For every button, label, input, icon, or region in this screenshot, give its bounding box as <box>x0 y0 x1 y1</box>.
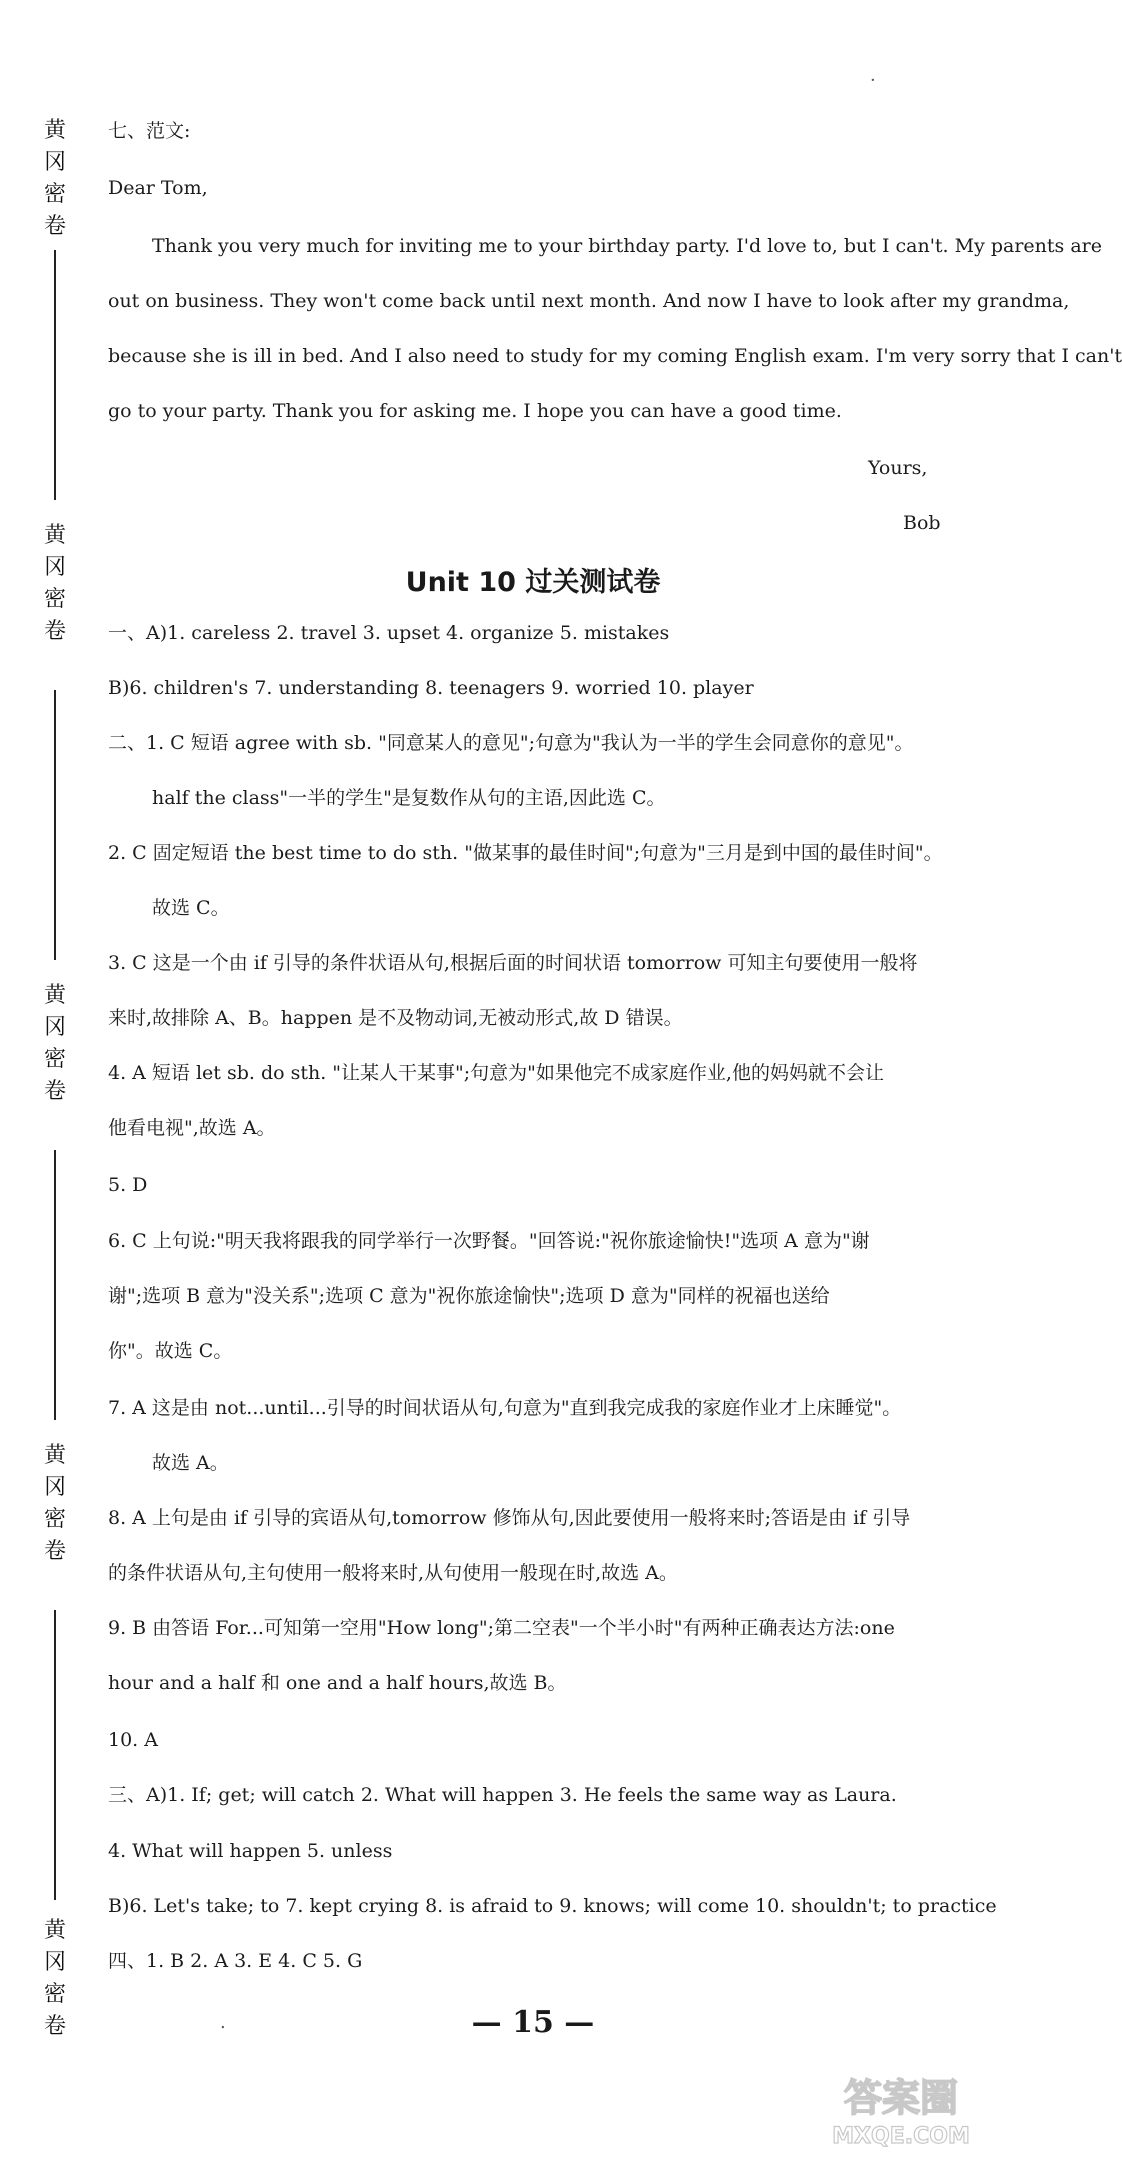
scan-speck: . <box>220 2012 226 2033</box>
answer-line: 你"。故选 C。 <box>108 1340 233 1362</box>
answer-line: B)6. children's 7. understanding 8. teenagers 9. worried 10. player <box>108 677 754 699</box>
sidebar-divider <box>54 1610 56 1900</box>
sidebar-label: 黄冈密卷 <box>43 1443 66 1564</box>
sidebar-divider <box>54 250 56 500</box>
page-number: — 15 — <box>471 2005 595 2040</box>
answer-line: 9. B 由答语 For...可知第一空用"How long";第二空表"一个半小时"有两种正确表达方法:one <box>108 1617 895 1639</box>
essay-line: out on business. They won't come back until next month. And now I have to look after my grandma, <box>108 290 1070 312</box>
sidebar-label: 黄冈密卷 <box>43 1918 66 2039</box>
essay-line: Thank you very much for inviting me to your birthday party. I'd love to, but I can't. My parents are <box>152 235 1102 257</box>
answer-line: 5. D <box>108 1174 148 1196</box>
answer-line: 四、1. B 2. A 3. E 4. C 5. G <box>108 1950 363 1972</box>
answer-line: 3. C 这是一个由 if 引导的条件状语从句,根据后面的时间状语 tomorrow 可知主句要使用一般将 <box>108 952 918 974</box>
sidebar-label: 黄冈密卷 <box>43 523 66 644</box>
essay-heading: 七、范文: <box>108 120 191 142</box>
sidebar-divider <box>54 1150 56 1420</box>
scan-speck: · <box>870 70 876 91</box>
answer-line: 6. C 上句说:"明天我将跟我的同学举行一次野餐。"回答说:"祝你旅途愉快!"选项 A 意为"谢 <box>108 1230 870 1252</box>
answer-line: 4. A 短语 let sb. do sth. "让某人干某事";句意为"如果他完不成家庭作业,他的妈妈就不会让 <box>108 1062 884 1084</box>
sidebar-label: 黄冈密卷 <box>43 118 66 239</box>
watermark-top: 答案圈 <box>843 2076 959 2120</box>
sidebar-label: 黄冈密卷 <box>43 983 66 1104</box>
answer-line: 他看电视",故选 A。 <box>108 1117 276 1139</box>
answer-line: B)6. Let's take; to 7. kept crying 8. is afraid to 9. knows; will come 10. shouldn't; to practice <box>108 1895 997 1917</box>
answer-line: 的条件状语从句,主句使用一般将来时,从句使用一般现在时,故选 A。 <box>108 1562 678 1584</box>
answer-line: 来时,故排除 A、B。happen 是不及物动词,无被动形式,故 D 错误。 <box>108 1007 683 1029</box>
answer-line: 三、A)1. If; get; will catch 2. What will happen 3. He feels the same way as Laura. <box>108 1784 897 1806</box>
answer-line: 10. A <box>108 1729 158 1751</box>
answer-line: 2. C 固定短语 the best time to do sth. "做某事的最佳时间";句意为"三月是到中国的最佳时间"。 <box>108 842 943 864</box>
essay-closing: Yours, <box>868 457 928 479</box>
answer-line: 故选 C。 <box>152 897 230 919</box>
essay-line: because she is ill in bed. And I also need to study for my coming English exam. I'm very sorry that I can't <box>108 345 1122 367</box>
essay-salutation: Dear Tom, <box>108 177 208 199</box>
answer-line: 二、1. C 短语 agree with sb. "同意某人的意见";句意为"我认为一半的学生会同意你的意见"。 <box>108 732 914 754</box>
answer-line: 8. A 上句是由 if 引导的宾语从句,tomorrow 修饰从句,因此要使用一般将来时;答语是由 if 引导 <box>108 1507 911 1529</box>
essay-signature: Bob <box>903 512 941 534</box>
answer-line: half the class"一半的学生"是复数作从句的主语,因此选 C。 <box>152 787 666 809</box>
answer-line: 谢";选项 B 意为"没关系";选项 C 意为"祝你旅途愉快";选项 D 意为"同样的祝福也送给 <box>108 1285 830 1307</box>
answer-line: hour and a half 和 one and a half hours,故选 B。 <box>108 1672 567 1694</box>
answer-line: 一、A)1. careless 2. travel 3. upset 4. organize 5. mistakes <box>108 622 670 644</box>
answer-line: 故选 A。 <box>152 1452 229 1474</box>
essay-line: go to your party. Thank you for asking me. I hope you can have a good time. <box>108 400 842 422</box>
answer-line: 7. A 这是由 not...until...引导的时间状语从句,句意为"直到我完成我的家庭作业才上床睡觉"。 <box>108 1397 902 1419</box>
watermark-logo <box>816 2063 986 2153</box>
watermark-bottom: MXQE.COM <box>832 2124 970 2149</box>
unit-title: Unit 10 过关测试卷 <box>405 567 661 598</box>
answer-line: 4. What will happen 5. unless <box>108 1840 393 1862</box>
sidebar-divider <box>54 690 56 960</box>
